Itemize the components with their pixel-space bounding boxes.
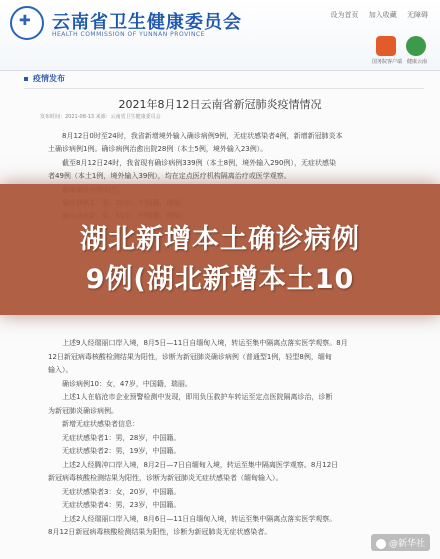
paragraph-line: 上述2人经瑞丽口岸入境，8月6日—11日自缅甸入境，转运至集中隔离点落实医学观察。	[62, 514, 337, 523]
watermark-text: @新华社	[388, 539, 425, 549]
paragraph-line: 无症状感染者2：男，19岁，中国籍。	[62, 447, 181, 455]
site-header	[0, 0, 440, 71]
emblem-icon[interactable]	[10, 6, 44, 40]
app-badge-label: 国务院客户端	[371, 59, 402, 65]
app-badge-label: 健康云南	[406, 59, 427, 65]
headline-line-2: 9例(湖北新增本土10	[85, 264, 355, 295]
breadcrumb[interactable]	[24, 73, 424, 89]
app-badge-icon[interactable]	[371, 36, 402, 65]
paragraph-line: 无症状感染者1：男，28岁，中国籍。	[62, 433, 181, 442]
paragraph-line: 新增无症状感染者信息：	[62, 420, 139, 428]
top-link[interactable]: 设为首页	[330, 11, 359, 19]
paragraph-line: 截至8月12日24时，我省现有确诊病例339例（本土8例，境外输入290例），无症状感染	[62, 158, 336, 167]
paragraph-line: 土确诊病例1例。确诊病例治愈出院28例（本土5例，境外输入23例）。	[48, 145, 268, 154]
site-title-en: HEALTH COMMISSION OF YUNNAN PROVINCE	[52, 31, 205, 38]
paragraph-line: 新冠病毒核酸检测结果为阳性，诊断为新冠肺炎无症状感染者（缅甸输入）。	[48, 474, 283, 482]
paragraph-line: 输入）。	[48, 366, 73, 374]
top-links	[323, 10, 428, 20]
top-link[interactable]: 加入收藏	[368, 11, 397, 19]
breadcrumb-label: 疫情发布	[33, 74, 65, 83]
paragraph-line: 8月12日0时至24时，我省新增境外输入确诊病例9例，无症状感染者4例，新增新冠肺炎本	[62, 132, 343, 140]
article-body-bottom	[48, 337, 404, 540]
paragraph-line: 者49例（本土1例，境外输入39例），均在定点医疗机构隔离治疗或医学观察。	[48, 172, 291, 181]
app-badges	[371, 36, 427, 65]
paragraph-line: 确诊病例10：女，47岁，中国籍，瑞丽。	[62, 379, 192, 388]
paragraph-line: 上述9人经瑞丽口岸入境，8月5日—11日自缅甸入境，转运至集中隔离点落实医学观察。8月	[62, 339, 348, 347]
app-badge-icon[interactable]	[406, 36, 427, 65]
paragraph-line: 12日新冠病毒核酸检测结果为阳性，诊断为新冠肺炎确诊病例（普通型1例，轻型8例，缅甸	[48, 352, 332, 361]
headline-line-1: 湖北新增本土确诊病例	[80, 224, 360, 255]
article-title: 2021年8月12日云南省新冠肺炎疫情情况	[118, 98, 322, 111]
paragraph-line: 上述1人在临沧市企业预警检测中发现，即用负压救护车转运至定点医院隔离诊治，诊断	[62, 393, 333, 401]
bullet-icon	[24, 77, 28, 81]
watermark	[371, 534, 430, 551]
paragraph-line: 无症状感染者4：男，23岁，中国籍。	[62, 501, 181, 509]
paragraph-line: 为新冠肺炎确诊病例。	[48, 406, 118, 415]
article-meta: 发布时间：2021-08-13 来源：云南省卫生健康委员会	[40, 114, 161, 120]
paragraph-line: 无症状感染者3：女，20岁，中国籍。	[62, 487, 181, 496]
paragraph-line: 上述2人经腾冲口岸入境，8月2日—7日自缅甸入境，转运至集中隔离医学观察。8月12日	[62, 460, 339, 469]
paragraph-line: 8月12日新冠病毒核酸检测结果为阳性，诊断为新冠肺炎无症状感染者。	[48, 528, 272, 536]
watermark-icon	[376, 539, 386, 549]
site-title[interactable]: 云南省卫生健康委员会	[52, 12, 242, 33]
top-link[interactable]: 无障碍	[407, 11, 428, 19]
